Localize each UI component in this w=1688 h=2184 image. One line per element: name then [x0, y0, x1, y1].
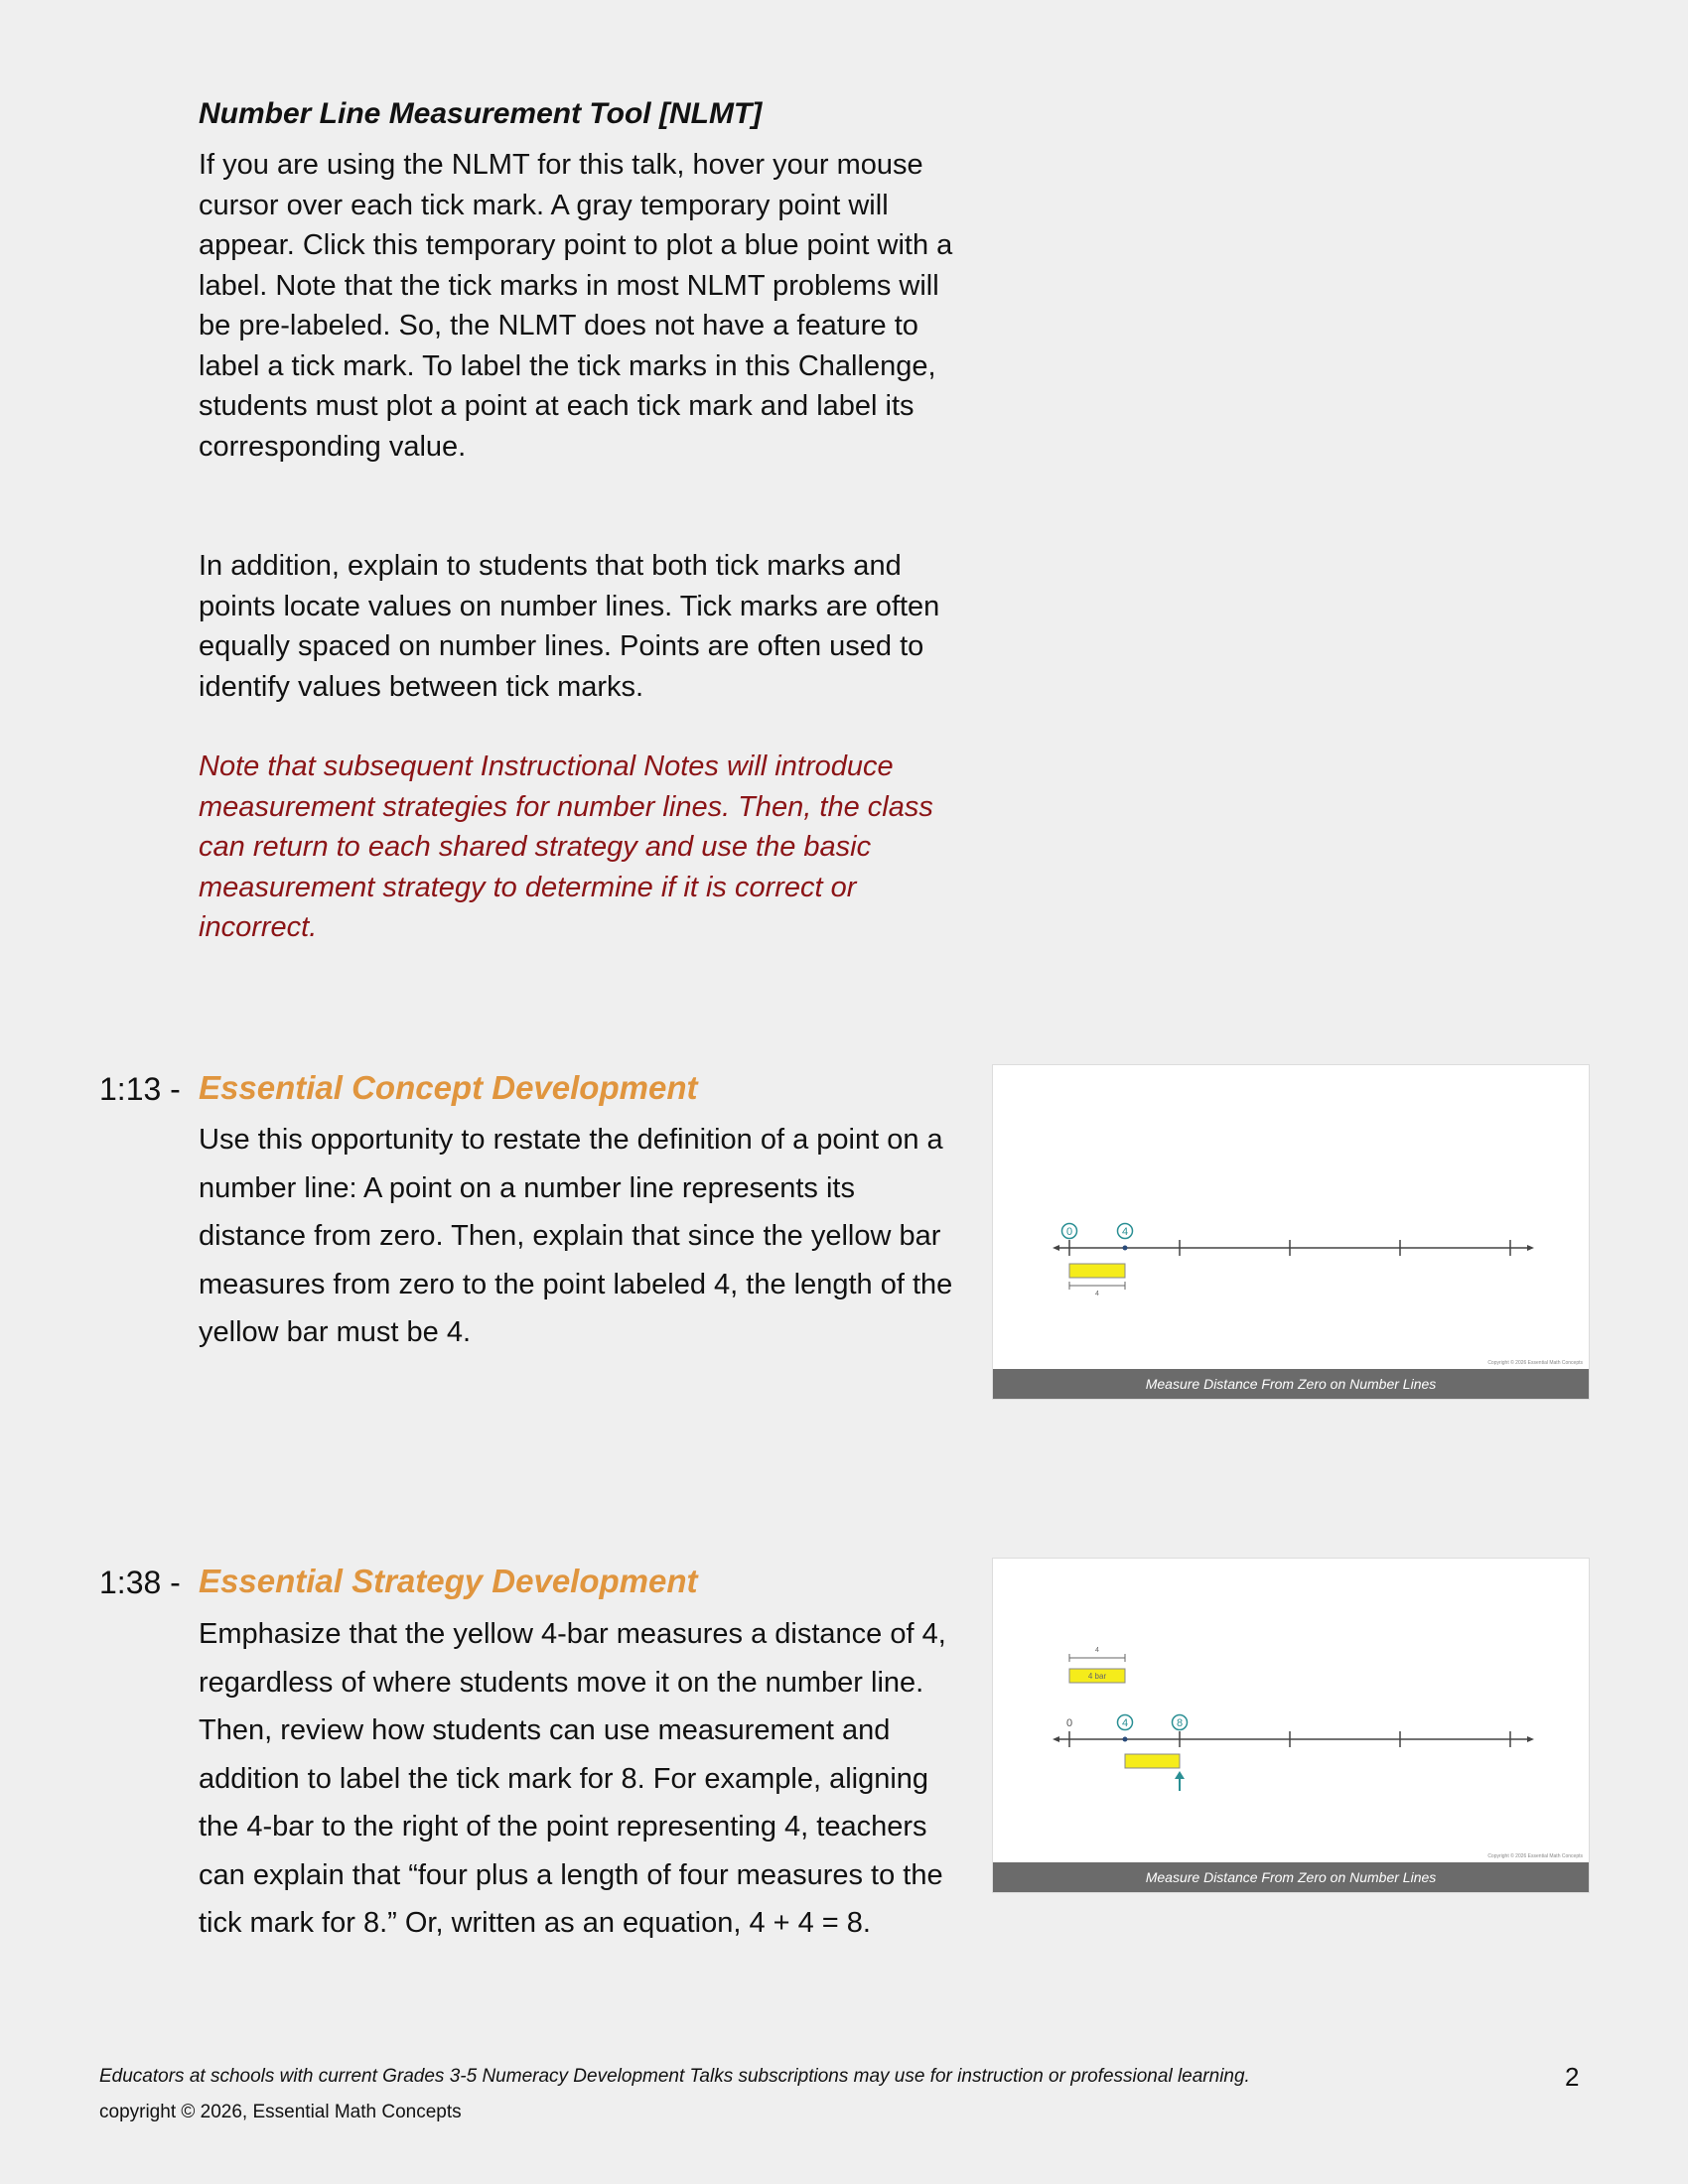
slide-copyright: Copyright © 2026 Essential Math Concepts — [1487, 1853, 1583, 1859]
nlmt-heading: Number Line Measurement Tool [NLMT] — [199, 97, 763, 130]
bar-measure-label: 4 — [1095, 1647, 1099, 1654]
arrow-left-icon — [1053, 1736, 1059, 1742]
label-4: 4 — [1121, 1226, 1129, 1238]
slide-1 — [992, 1064, 1590, 1400]
section-1-body: Use this opportunity to restate the definition of a point on a number line: A point on a number line represents its distance from zero. Then, explain that since the yellow bar measures from zero to the point labeled 4, the length of the yellow bar must be 4. — [199, 1124, 953, 1348]
slide-caption: Measure Distance From Zero on Number Lines — [1145, 1376, 1437, 1392]
section-1-title: Essential Concept Development — [199, 1069, 698, 1106]
four-bar-label: 4 bar — [1087, 1672, 1107, 1681]
instructional-note: Note that subsequent Instructional Notes will introduce measurement strategies for number lines. Then, the class can return to each shared strategy and use the basic measurement strategy to determine if it is correct or incorrect. — [199, 751, 933, 943]
yellow-bar — [1069, 1264, 1125, 1278]
point-4 — [1123, 1737, 1128, 1742]
arrow-right-icon — [1527, 1245, 1534, 1251]
arrow-left-icon — [1053, 1245, 1059, 1251]
nlmt-paragraph-2: In addition, explain to students that both tick marks and points locate values on number lines. Tick marks are often equally spaced on number lines. Points are often used to identify values between tick marks. — [199, 550, 940, 703]
yellow-bar — [1125, 1754, 1180, 1768]
footer-note: Educators at schools with current Grades 3-5 Numeracy Development Talks subscriptions may use for instruction or professional learning. — [99, 2066, 1250, 2087]
arrow-right-icon — [1527, 1736, 1534, 1742]
label-0: 0 — [1065, 1717, 1073, 1729]
footer-copyright: copyright © 2026, Essential Math Concepts — [99, 2102, 462, 2122]
label-0: 0 — [1065, 1226, 1073, 1238]
section-2-body: Emphasize that the yellow 4-bar measures a distance of 4, regardless of where students move it on the number line. Then, review how students can use measurement and addition to label the tick mark for 8. For example, aligning the 4-bar to the right of the point representing 4, teachers can explain that “four plus a length of four measures to the tick mark for 8.” Or, written as an equation, 4 + 4 = 8. — [199, 1618, 946, 1939]
nlmt-paragraph-1: If you are using the NLMT for this talk, hover your mouse cursor over each tick mark. A gray temporary point will appear. Click this temporary point to plot a blue point with a label. Note that the tick marks in most NLMT problems will be pre-labeled. So, the NLMT does not have a feature to label a tick mark. To label the tick marks in this Challenge, students must plot a point at each tick mark and label its corresponding value. — [199, 149, 953, 463]
point-4 — [1123, 1246, 1128, 1251]
slide-2 — [992, 1558, 1590, 1893]
bar-measure-label: 4 — [1095, 1291, 1099, 1297]
label-8: 8 — [1176, 1717, 1184, 1729]
page-number: 2 — [1565, 2062, 1580, 2092]
section-1-time: 1:13 - — [99, 1071, 181, 1107]
slide-copyright: Copyright © 2026 Essential Math Concepts — [1487, 1360, 1583, 1366]
section-2-title: Essential Strategy Development — [199, 1563, 698, 1599]
section-2-time: 1:38 - — [99, 1565, 181, 1600]
label-4: 4 — [1121, 1717, 1129, 1729]
slide-caption: Measure Distance From Zero on Number Lines — [1145, 1869, 1437, 1885]
